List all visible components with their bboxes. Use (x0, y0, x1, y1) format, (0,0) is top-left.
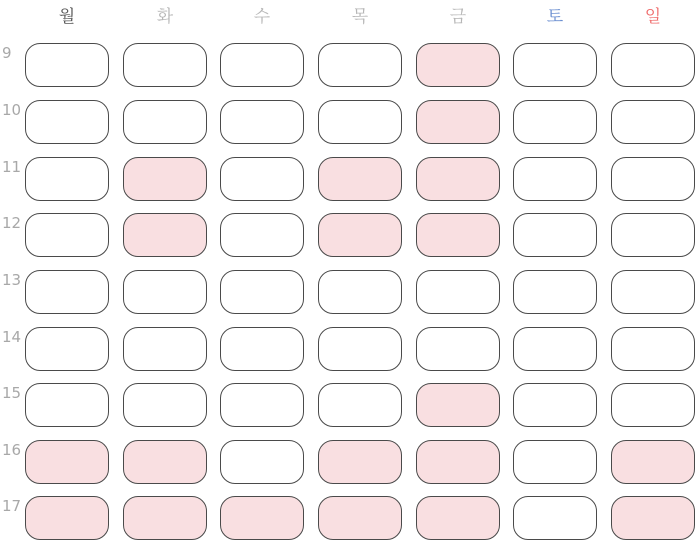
time-slot-wed-14[interactable] (220, 327, 304, 371)
time-slot-mon-10[interactable] (25, 100, 109, 144)
time-slot-sun-17[interactable] (611, 496, 695, 540)
time-slot-fri-12[interactable] (416, 213, 500, 257)
time-slot-sat-15[interactable] (513, 383, 597, 427)
time-slot-sun-11[interactable] (611, 157, 695, 201)
time-slot-wed-9[interactable] (220, 43, 304, 87)
time-slot-mon-9[interactable] (25, 43, 109, 87)
time-slot-fri-17[interactable] (416, 496, 500, 540)
time-slot-tue-10[interactable] (123, 100, 207, 144)
day-header-wed: 수 (253, 7, 271, 27)
time-slot-sat-16[interactable] (513, 440, 597, 484)
time-slot-fri-15[interactable] (416, 383, 500, 427)
time-slot-tue-9[interactable] (123, 43, 207, 87)
time-slot-sat-13[interactable] (513, 270, 597, 314)
time-slot-fri-14[interactable] (416, 327, 500, 371)
time-slot-fri-10[interactable] (416, 100, 500, 144)
time-slot-wed-15[interactable] (220, 383, 304, 427)
time-slot-wed-10[interactable] (220, 100, 304, 144)
time-slot-fri-13[interactable] (416, 270, 500, 314)
time-slot-tue-14[interactable] (123, 327, 207, 371)
time-slot-thu-16[interactable] (318, 440, 402, 484)
time-slot-thu-17[interactable] (318, 496, 402, 540)
time-slot-sun-12[interactable] (611, 213, 695, 257)
time-slot-sat-12[interactable] (513, 213, 597, 257)
hour-label-10: 10 (2, 101, 22, 119)
time-slot-thu-10[interactable] (318, 100, 402, 144)
time-slot-tue-13[interactable] (123, 270, 207, 314)
time-slot-sat-14[interactable] (513, 327, 597, 371)
hour-label-17: 17 (2, 497, 22, 515)
day-header-tue: 화 (156, 7, 174, 27)
day-header-sun: 일 (644, 7, 662, 27)
time-slot-thu-12[interactable] (318, 213, 402, 257)
hour-label-12: 12 (2, 214, 22, 232)
time-slot-tue-17[interactable] (123, 496, 207, 540)
time-slot-tue-16[interactable] (123, 440, 207, 484)
time-slot-thu-14[interactable] (318, 327, 402, 371)
time-slot-wed-11[interactable] (220, 157, 304, 201)
time-slot-wed-16[interactable] (220, 440, 304, 484)
time-slot-fri-9[interactable] (416, 43, 500, 87)
time-slot-sun-16[interactable] (611, 440, 695, 484)
time-slot-sun-13[interactable] (611, 270, 695, 314)
time-slot-wed-17[interactable] (220, 496, 304, 540)
time-slot-sat-9[interactable] (513, 43, 597, 87)
time-slot-sun-9[interactable] (611, 43, 695, 87)
hour-label-14: 14 (2, 328, 22, 346)
hour-label-9: 9 (2, 44, 12, 62)
time-slot-mon-12[interactable] (25, 213, 109, 257)
hour-label-15: 15 (2, 384, 22, 402)
time-slot-mon-15[interactable] (25, 383, 109, 427)
time-slot-mon-11[interactable] (25, 157, 109, 201)
time-slot-sun-10[interactable] (611, 100, 695, 144)
hour-label-13: 13 (2, 271, 22, 289)
time-slot-fri-16[interactable] (416, 440, 500, 484)
time-slot-thu-15[interactable] (318, 383, 402, 427)
time-slot-mon-16[interactable] (25, 440, 109, 484)
time-slot-sat-11[interactable] (513, 157, 597, 201)
time-slot-sun-15[interactable] (611, 383, 695, 427)
time-slot-sat-10[interactable] (513, 100, 597, 144)
time-slot-fri-11[interactable] (416, 157, 500, 201)
hour-label-16: 16 (2, 441, 22, 459)
time-slot-tue-15[interactable] (123, 383, 207, 427)
time-slot-thu-11[interactable] (318, 157, 402, 201)
time-slot-thu-9[interactable] (318, 43, 402, 87)
time-slot-sun-14[interactable] (611, 327, 695, 371)
time-slot-mon-13[interactable] (25, 270, 109, 314)
time-slot-wed-13[interactable] (220, 270, 304, 314)
time-slot-thu-13[interactable] (318, 270, 402, 314)
hour-label-11: 11 (2, 158, 22, 176)
time-slot-mon-14[interactable] (25, 327, 109, 371)
time-slot-mon-17[interactable] (25, 496, 109, 540)
day-header-thu: 목 (351, 7, 369, 27)
time-slot-sat-17[interactable] (513, 496, 597, 540)
time-slot-tue-12[interactable] (123, 213, 207, 257)
day-header-sat: 토 (546, 7, 564, 27)
day-header-mon: 월 (58, 7, 76, 27)
time-slot-wed-12[interactable] (220, 213, 304, 257)
time-slot-tue-11[interactable] (123, 157, 207, 201)
day-header-fri: 금 (449, 7, 467, 27)
